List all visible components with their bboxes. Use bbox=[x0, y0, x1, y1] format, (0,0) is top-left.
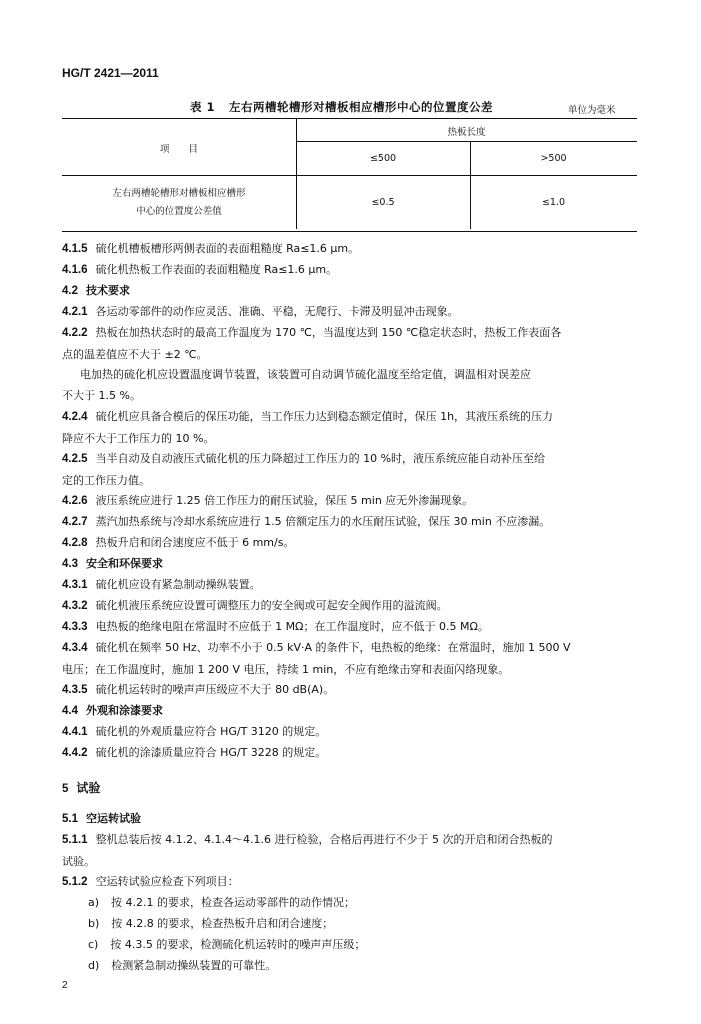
clause-number: 4.2.8 bbox=[62, 537, 88, 549]
list-marker: d) bbox=[88, 959, 100, 972]
clause bbox=[62, 871, 642, 893]
list-marker: c) bbox=[88, 938, 99, 951]
list-marker: b) bbox=[88, 917, 100, 930]
clause-number: 4.3.4 bbox=[62, 642, 88, 654]
clause-number: 5 bbox=[62, 783, 69, 795]
clause-text: 硫化机应设有紧急制动操纵装置。 bbox=[95, 578, 261, 591]
clause bbox=[62, 490, 642, 512]
table-row-label-line: 中心的位置度公差值 bbox=[136, 206, 222, 217]
clause-text: 电热板的绝缘电阻在常温时不应低于 1 MΩ；在工作温度时，应不低于 0.5 MΩ。 bbox=[95, 620, 489, 633]
clause bbox=[62, 679, 642, 701]
clause-text: 整机总装后按 4.1.2、4.1.4～4.1.6 进行检验，合格后再进行不少于 5 次的开启和闭合热板的 bbox=[95, 833, 553, 846]
clause-number: 4.4.1 bbox=[62, 726, 88, 738]
table-title-text: 左右两槽轮槽形对槽板相应槽形中心的位置度公差 bbox=[229, 100, 494, 114]
list-text: 按 4.3.5 的要求，检测硫化机运转时的噪声声压级； bbox=[110, 938, 366, 951]
clause-text: 定的工作压力值。 bbox=[62, 474, 150, 487]
clause bbox=[62, 259, 642, 281]
table-number: 表 1 bbox=[190, 100, 216, 114]
section-heading bbox=[62, 280, 642, 302]
clause bbox=[62, 238, 642, 260]
clause bbox=[62, 511, 642, 533]
clause-number: 4.4.2 bbox=[62, 747, 88, 759]
clause-number: 4.2.2 bbox=[62, 327, 88, 339]
clause-number: 5.1 bbox=[62, 813, 78, 825]
clause-text: 硫化机液压系统应设置可调整压力的安全阀或可起安全阀作用的溢流阀。 bbox=[95, 599, 448, 612]
clause bbox=[62, 301, 642, 323]
clause-text: 外观和涂漆要求 bbox=[86, 704, 163, 717]
clause-number: 4.3.2 bbox=[62, 600, 88, 612]
clause-number: 4.2.5 bbox=[62, 453, 88, 465]
section-heading bbox=[62, 700, 642, 722]
tolerance-table bbox=[62, 118, 637, 232]
clause-text: 硫化机应具备合模后的保压功能，当工作压力达到稳态额定值时，保压 1h，其液压系统的压力 bbox=[95, 410, 554, 423]
clause-text: 硫化机的涂漆质量应符合 HG/T 3228 的规定。 bbox=[95, 746, 327, 759]
clause-number: 5.1.1 bbox=[62, 834, 88, 846]
clause-number: 5.1.2 bbox=[62, 876, 88, 888]
clause bbox=[62, 532, 642, 554]
clause-number: 4.3.1 bbox=[62, 579, 88, 591]
clause-number: 4.2.1 bbox=[62, 306, 88, 318]
clause-number: 4.2.6 bbox=[62, 495, 88, 507]
list-text: 检测紧急制动操纵装置的可靠性。 bbox=[111, 959, 277, 972]
table-header-group: 热板长度 bbox=[447, 127, 486, 138]
clause bbox=[62, 322, 642, 365]
clause bbox=[62, 829, 642, 872]
clause-text: 热板升启和闭合速度应不低于 6 mm/s。 bbox=[95, 536, 295, 549]
clause bbox=[62, 574, 642, 596]
list-text: 按 4.2.1 的要求，检查各运动零部件的动作情况； bbox=[111, 896, 356, 909]
clause-text: 电压；在工作温度时，施加 1 200 V 电压，持续 1 min，不应有绝缘击穿和表面闪络现象。 bbox=[62, 663, 510, 676]
section-heading bbox=[62, 553, 642, 575]
table-row-label-line: 左右两槽轮槽形对槽板相应槽形 bbox=[112, 188, 246, 199]
clause-number: 4.1.6 bbox=[62, 264, 88, 276]
clause bbox=[62, 721, 642, 743]
clause bbox=[62, 616, 642, 638]
table-value-a: ≤0.5 bbox=[371, 197, 395, 208]
clause-text: 液压系统应进行 1.25 倍工作压力的耐压试验，保压 5 min 应无外渗漏现象。 bbox=[95, 494, 474, 507]
table-unit: 单位为毫米 bbox=[568, 105, 616, 116]
table-divider bbox=[296, 141, 637, 142]
clause-text: 硫化机在频率 50 Hz、功率不小于 0.5 kV·A 的条件下，电热板的绝缘：在常温时，施加 1 500 V bbox=[95, 641, 571, 654]
clause-text: 电加热的硫化机应设置温度调节装置，该装置可自动调节硫化温度至给定值，调温相对误差应 bbox=[80, 368, 531, 381]
clause bbox=[62, 637, 642, 680]
clause-number: 4.2.4 bbox=[62, 411, 88, 423]
clause bbox=[62, 742, 642, 764]
clause-text: 硫化机运转时的噪声声压级应不大于 80 dB(A)。 bbox=[95, 683, 335, 696]
clause-number: 4.3.5 bbox=[62, 684, 88, 696]
table-value-b: ≤1.0 bbox=[541, 197, 566, 208]
clause-text: 空运转试验应检查下列项目： bbox=[95, 875, 239, 888]
clause-text: 降应不大于工作压力的 10 %。 bbox=[62, 432, 215, 445]
clause-number: 4.3.3 bbox=[62, 621, 88, 633]
chapter-heading bbox=[62, 778, 642, 800]
clause-text: 安全和环保要求 bbox=[86, 557, 163, 570]
list-item bbox=[88, 934, 638, 955]
clause-text: 试验。 bbox=[62, 855, 95, 868]
list-text: 按 4.2.8 的要求，检查热板升启和闭合速度； bbox=[111, 917, 334, 930]
list-marker: a) bbox=[88, 896, 100, 909]
clause-number: 4.2.7 bbox=[62, 516, 88, 528]
clause-text: 技术要求 bbox=[86, 284, 130, 297]
list-item bbox=[88, 892, 638, 913]
clause-text: 热板在加热状态时的最高工作温度为 170 ℃，当温度达到 150 ℃稳定状态时，热板工作表面各 bbox=[95, 326, 562, 339]
clause-number: 4.4 bbox=[62, 705, 78, 717]
page-number: 2 bbox=[62, 980, 68, 991]
clause-number: 4.3 bbox=[62, 558, 78, 570]
section-heading bbox=[62, 808, 642, 830]
list-item bbox=[88, 955, 638, 976]
clause bbox=[62, 364, 660, 406]
clause-text: 蒸汽加热系统与冷却水系统应进行 1.5 倍额定压力的水压耐压试验，保压 30 min 不应渗漏。 bbox=[95, 515, 551, 528]
clause bbox=[62, 448, 642, 491]
clause-text: 硫化机热板工作表面的表面粗糙度 Ra≤1.6 μm。 bbox=[95, 263, 338, 276]
table-header-col-a: ≤500 bbox=[369, 153, 397, 164]
table-header-col-b: >500 bbox=[540, 153, 567, 164]
table-title bbox=[190, 99, 493, 115]
clause-text: 点的温差值应不大于 ±2 ℃。 bbox=[62, 348, 208, 361]
clause bbox=[62, 406, 642, 449]
list-item bbox=[88, 913, 638, 934]
table-row-label bbox=[62, 185, 296, 221]
document-number: HG/T 2421—2011 bbox=[62, 66, 159, 80]
clause-number: 4.1.5 bbox=[62, 243, 88, 255]
clause-text: 不大于 1.5 %。 bbox=[62, 389, 141, 402]
clause-text: 各运动零部件的动作应灵活、准确、平稳，无爬行、卡滞及明显冲击现象。 bbox=[95, 305, 459, 318]
clause-text: 试验 bbox=[76, 781, 101, 795]
clause bbox=[62, 595, 642, 617]
clause-text: 空运转试验 bbox=[86, 812, 141, 825]
table-divider bbox=[62, 175, 637, 176]
clause-text: 当半自动及自动液压式硫化机的压力降超过工作压力的 10 %时，液压系统应能自动补压至给 bbox=[95, 452, 546, 465]
clause-text: 硫化机槽板槽形两侧表面的表面粗糙度 Ra≤1.6 μm。 bbox=[95, 242, 360, 255]
table-header-item: 项 目 bbox=[159, 144, 198, 155]
clause-text: 硫化机的外观质量应符合 HG/T 3120 的规定。 bbox=[95, 725, 327, 738]
clause-number: 4.2 bbox=[62, 285, 78, 297]
